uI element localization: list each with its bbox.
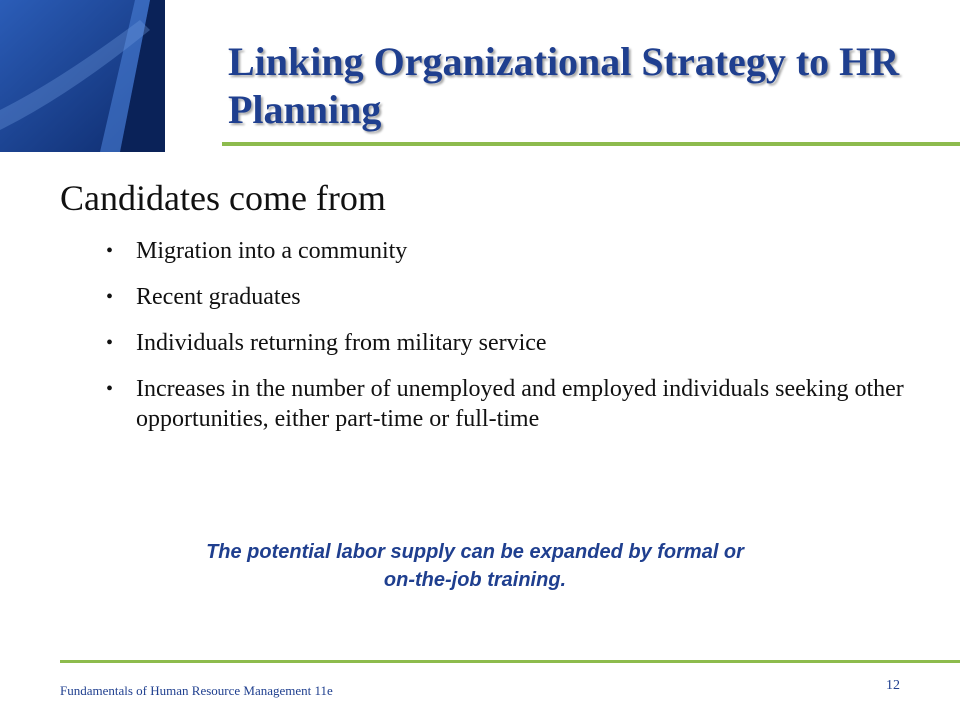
bullet-item — [106, 374, 906, 434]
callout-note — [100, 538, 850, 594]
bullet-item — [106, 282, 906, 312]
footer-text: Fundamentals of Human Resource Management 11e — [60, 683, 333, 698]
bullet-text: Increases in the number of unemployed and employed individuals seeking other opportunities, either part-time or full-time — [136, 376, 904, 432]
callout-line-1: The potential labor supply can be expanded by formal or — [206, 541, 744, 563]
bullet-text: Individuals returning from military service — [136, 330, 547, 356]
bullet-icon: • — [106, 332, 114, 354]
section-heading: Candidates come from — [60, 178, 386, 218]
footer-rule — [60, 660, 960, 663]
bullet-text: Recent graduates — [136, 284, 301, 310]
title-underline — [222, 142, 960, 146]
bullet-icon: • — [106, 240, 114, 262]
slide-title: Linking Organizational Strategy to HR Planning — [228, 39, 900, 132]
bullet-item — [106, 236, 906, 266]
page-number: 12 — [886, 678, 900, 693]
bullet-item — [106, 328, 906, 358]
corner-decoration — [0, 0, 165, 152]
bullet-text: Migration into a community — [136, 238, 408, 264]
bullet-icon: • — [106, 286, 114, 308]
callout-line-2: on-the-job training. — [383, 569, 567, 591]
bullet-list — [106, 236, 906, 450]
bullet-icon: • — [106, 378, 114, 400]
